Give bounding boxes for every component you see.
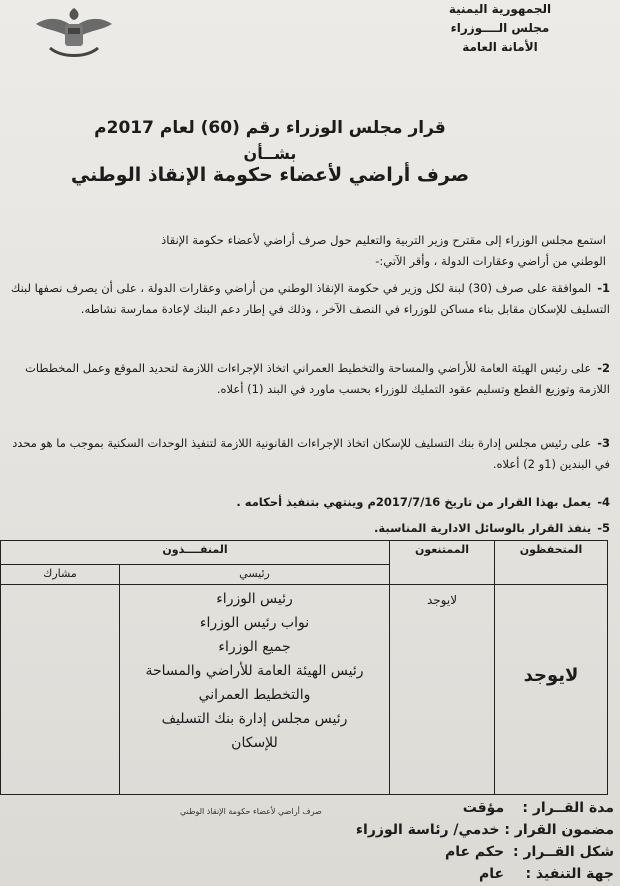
item-text: على رئيس مجلس إدارة بنك التسليف للإسكان اتخاذ الإجراءات القانونية اللازمة لتنفيذ الوحدات السكنية بموجب ما هو محدد في البندين (1و 2) أعلاه. xyxy=(12,436,610,471)
executor-item: رئيس الوزراء xyxy=(216,591,293,607)
meta-executing-party xyxy=(14,863,614,885)
meta-value: مؤقت xyxy=(462,800,505,816)
subheader-main: رئيسي xyxy=(120,565,390,585)
item-text: ينفذ القرار بالوسائل الادارية المناسبة. xyxy=(374,521,592,535)
item-text: يعمل بهذا القرار من تاريخ 2017/7/16م وينتهي بتنفيذ أحكامه . xyxy=(236,495,592,509)
executor-item: والتخطيط العمراني xyxy=(198,687,311,703)
meta-content xyxy=(14,819,614,841)
republic-eagle-emblem xyxy=(28,2,120,62)
decree-item-4 xyxy=(10,492,610,513)
table-body-row xyxy=(1,585,608,795)
executor-item: رئيس الهيئة العامة للأراضي والمساحة xyxy=(145,663,364,679)
header-reservations: المتحفظون xyxy=(495,541,608,585)
executor-item: للإسكان xyxy=(231,735,278,751)
table-header-row xyxy=(1,541,608,565)
decree-item-5 xyxy=(10,518,610,539)
item-number: 3- xyxy=(597,436,610,450)
executor-item: نواب رئيس الوزراء xyxy=(199,615,310,631)
distribution-table xyxy=(0,540,608,795)
decree-item-2 xyxy=(10,358,610,400)
header-abstainers: الممتنعون xyxy=(390,541,495,585)
reservations-value: لايوجد xyxy=(495,585,608,795)
executor-item: جميع الوزراء xyxy=(218,639,291,655)
item-number: 4- xyxy=(597,495,610,509)
header-republic: الجمهورية اليمنية xyxy=(448,2,552,16)
subheader-participant: مشارك xyxy=(1,565,120,585)
item-number: 1- xyxy=(597,281,610,295)
header-secretariat: الأمانة العامة xyxy=(462,40,538,54)
item-number: 5- xyxy=(597,521,610,535)
meta-label: شكل القــرار : xyxy=(512,844,614,860)
decree-subject: صرف أراضي لأعضاء حكومة الإنقاذ الوطني xyxy=(70,164,470,186)
meta-label: مضمون القرار : xyxy=(504,822,614,838)
item-number: 2- xyxy=(597,361,610,375)
intro-line-2: الوطني من أراضي وعقارات الدولة ، وأقر الآتي:- xyxy=(375,254,606,268)
meta-label: جهة التنفيذ : xyxy=(525,866,614,882)
executors-main-list xyxy=(120,585,390,795)
content-note: صرف أراضي لأعضاء حكومة الإنقاذ الوطني xyxy=(180,807,322,816)
executors-participant-cell xyxy=(1,585,120,795)
meta-value: خدمي/ رئاسة الوزراء xyxy=(355,822,500,838)
issuer-header xyxy=(420,0,580,57)
meta-label: مدة القــرار : xyxy=(522,800,614,816)
item-text: الموافقة على صرف (30) لبنة لكل وزير في حكومة الإنقاذ الوطني من أراضي وعقارات الدولة ، على أن يصرف نصفها لبنك التسليف للإسكان مقابل بناء مساكن للوزراء في النصف الآخر ، وذلك في إطار دعم البنك لإعادة ممارسة نشاطه. xyxy=(10,281,610,316)
executor-item: رئيس مجلس إدارة بنك التسليف xyxy=(161,711,348,727)
decree-intro xyxy=(6,230,606,272)
meta-form xyxy=(14,841,614,863)
item-text: على رئيس الهيئة العامة للأراضي والمساحة والتخطيط العمراني اتخاذ الإجراءات اللازمة لتحديد الموقع وعمل المخططات اللازمة وتوزيع القطع وتسليم عقود التمليك للوزراء بحسب ماورد في البند (1) أعلاه. xyxy=(25,361,610,396)
intro-line-1: استمع مجلس الوزراء إلى مقترح وزير التربية والتعليم حول صرف أراضي لأعضاء حكومة الإنقاذ xyxy=(161,233,606,247)
meta-value: عام xyxy=(479,866,505,882)
decree-item-3 xyxy=(10,433,610,475)
decree-item-1 xyxy=(10,278,610,320)
meta-value: حكم عام xyxy=(444,844,505,860)
header-council: مجلس الــــوزراء xyxy=(450,21,550,35)
header-executors: المنفــــذون xyxy=(1,541,390,565)
decree-title: قرار مجلس الوزراء رقم (60) لعام 2017م xyxy=(94,118,446,138)
decree-regarding: بشــأن xyxy=(243,144,297,163)
abstainers-value: لايوجد xyxy=(390,585,495,795)
